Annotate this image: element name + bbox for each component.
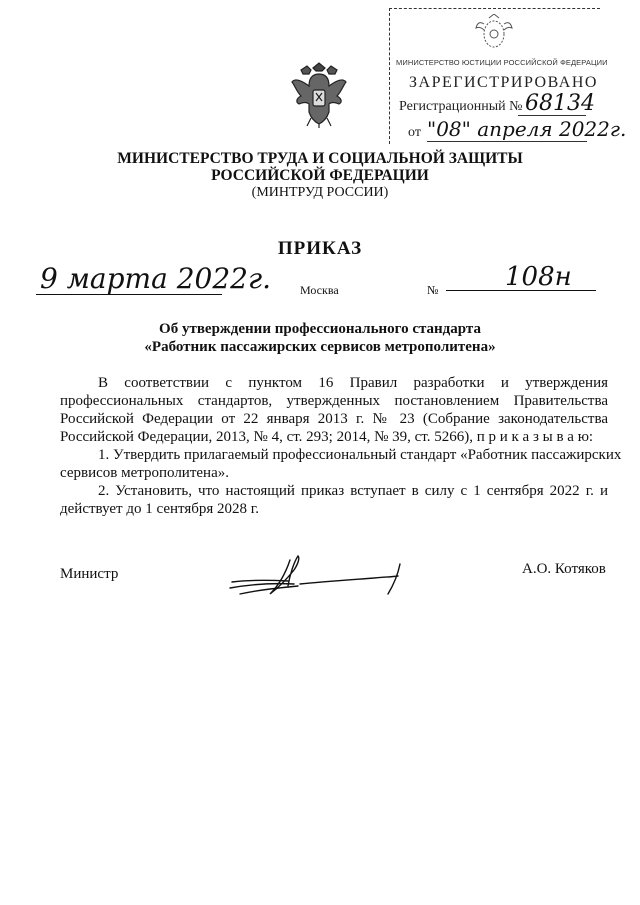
- paragraph-2-line-2: сервисов метрополитена».: [60, 465, 229, 481]
- paragraph-3-line-2: действует до 1 сентября 2028 г.: [60, 501, 260, 517]
- subject-line2: «Работник пассажирских сервисов метрополитена»: [144, 339, 496, 355]
- document-type-title: ПРИКАЗ: [277, 238, 363, 259]
- stamp-emblem-icon: [472, 14, 516, 54]
- ministry-name-line2: РОССИЙСКОЙ ФЕДЕРАЦИИ: [211, 167, 429, 184]
- stamp-date-prefix: от: [408, 125, 421, 140]
- coat-of-arms-icon: [289, 62, 349, 128]
- stamp-reg-label: Регистрационный №: [399, 99, 523, 114]
- date-underline: [36, 294, 222, 295]
- signer-title: Министр: [60, 566, 119, 582]
- order-date-handwritten: 9 марта 2022г.: [40, 262, 271, 295]
- paragraph-1-line-4: Российской Федерации, 2013, № 4, ст. 293; 2014, № 39, ст. 5266), п р и к а з ы в а ю:: [60, 429, 594, 445]
- order-number-handwritten: 108н: [505, 262, 572, 292]
- subject-line1: Об утверждении профессионального стандарта: [159, 321, 481, 337]
- paragraph-3-line-1: 2. Установить, что настоящий приказ вступает в силу с 1 сентября 2022 г. и: [98, 483, 608, 499]
- paragraph-1-line-1: В соответствии с пунктом 16 Правил разработки и утверждения: [98, 375, 608, 391]
- stamp-date-underline: [427, 141, 587, 142]
- number-sign: №: [427, 283, 439, 297]
- stamp-reg-number: 68134: [525, 91, 595, 116]
- paragraph-2-line-1: 1. Утвердить прилагаемый профессиональный стандарт «Работник пассажирских: [98, 447, 622, 463]
- handwritten-signature: [228, 550, 418, 602]
- signer-name: А.О. Котяков: [522, 561, 606, 577]
- city-label: Москва: [300, 283, 339, 297]
- paragraph-1-line-2: профессиональных стандартов, утвержденных постановлением Правительства: [60, 393, 608, 409]
- stamp-ministry-name: МИНИСТЕРСТВО ЮСТИЦИИ РОССИЙСКОЙ ФЕДЕРАЦИИ: [396, 58, 608, 67]
- paragraph-1-line-3: Российской Федерации от 22 января 2013 г. № 23 (Собрание законодательства: [60, 411, 608, 427]
- ministry-short-name: (МИНТРУД РОССИИ): [251, 185, 389, 200]
- stamp-reg-underline: [518, 115, 586, 116]
- stamp-date: "08" апреля 2022г.: [427, 117, 627, 141]
- stamp-status: ЗАРЕГИСТРИРОВАНО: [409, 74, 598, 91]
- ministry-name-line1: МИНИСТЕРСТВО ТРУДА И СОЦИАЛЬНОЙ ЗАЩИТЫ: [117, 150, 523, 167]
